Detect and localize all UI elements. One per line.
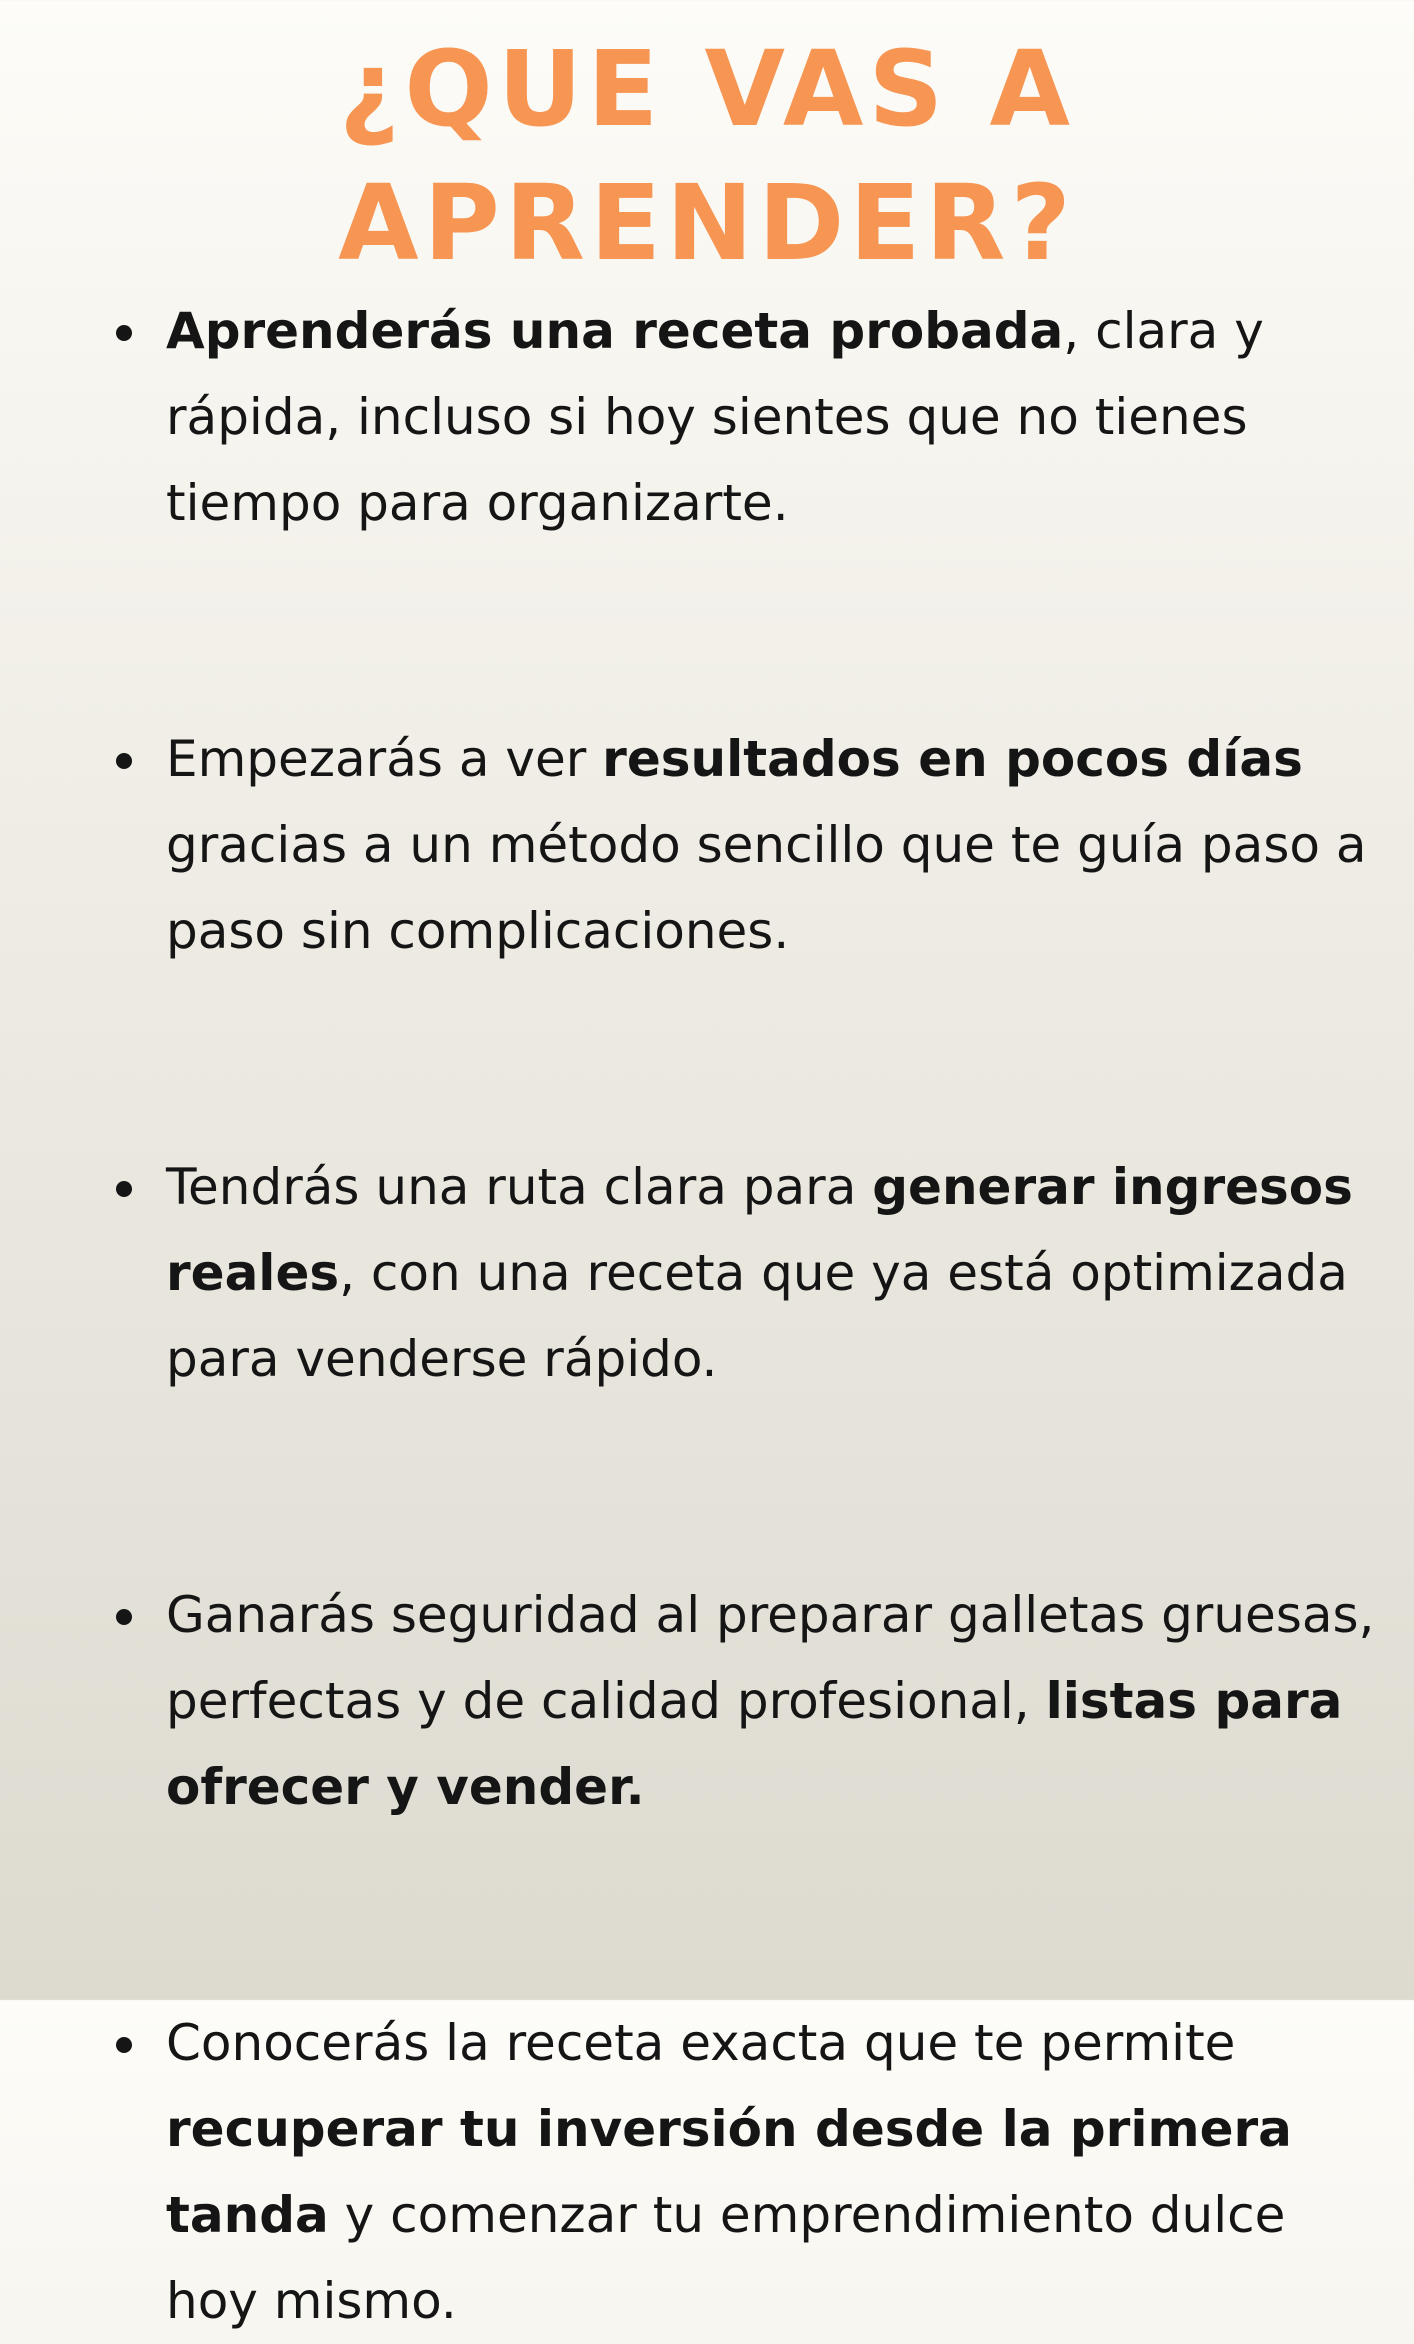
benefit-highlight: listas para ofrecer y vender. <box>166 1672 1343 1816</box>
bullet-icon <box>116 1181 132 1197</box>
bullet-icon <box>116 753 132 769</box>
benefit-text: Empezarás a ver <box>166 730 603 788</box>
list-item <box>166 2000 1376 2344</box>
benefit-text: Tendrás una ruta clara para <box>166 1158 873 1216</box>
list-item <box>166 716 1376 974</box>
benefit-text: y comenzar tu emprendimiento dulce hoy mismo. <box>166 2186 1286 2330</box>
bullet-icon <box>116 2037 132 2053</box>
list-item <box>166 1144 1376 1402</box>
benefit-highlight: Aprenderás una receta probada <box>166 302 1064 360</box>
bullet-icon <box>116 325 132 341</box>
benefit-text: gracias a un método sencillo que te guía paso a paso sin complicaciones. <box>166 816 1367 960</box>
benefit-highlight: resultados en pocos días <box>602 730 1303 788</box>
benefits-list <box>166 288 1376 2344</box>
benefit-text: , con una receta que ya está optimizada para venderse rápido. <box>166 1244 1348 1388</box>
title-line-1: ¿QUE VAS A <box>339 28 1075 150</box>
list-item <box>166 288 1376 546</box>
benefit-highlight: generar ingresos reales <box>166 1158 1353 1302</box>
benefit-highlight: recuperar tu inversión desde la primera tanda <box>166 2100 1292 2244</box>
benefit-text: , clara y rápida, incluso si hoy sientes que no tienes tiempo para organizarte. <box>166 302 1264 532</box>
benefit-text: Ganarás seguridad al preparar galletas gruesas, perfectas y de calidad profesional, <box>166 1586 1375 1730</box>
benefit-text: Conocerás la receta exacta que te permite <box>166 2014 1236 2072</box>
bullet-icon <box>116 1609 132 1625</box>
page-title <box>0 22 1414 290</box>
title-line-2: APRENDER? <box>338 162 1076 284</box>
list-item <box>166 1572 1376 1830</box>
